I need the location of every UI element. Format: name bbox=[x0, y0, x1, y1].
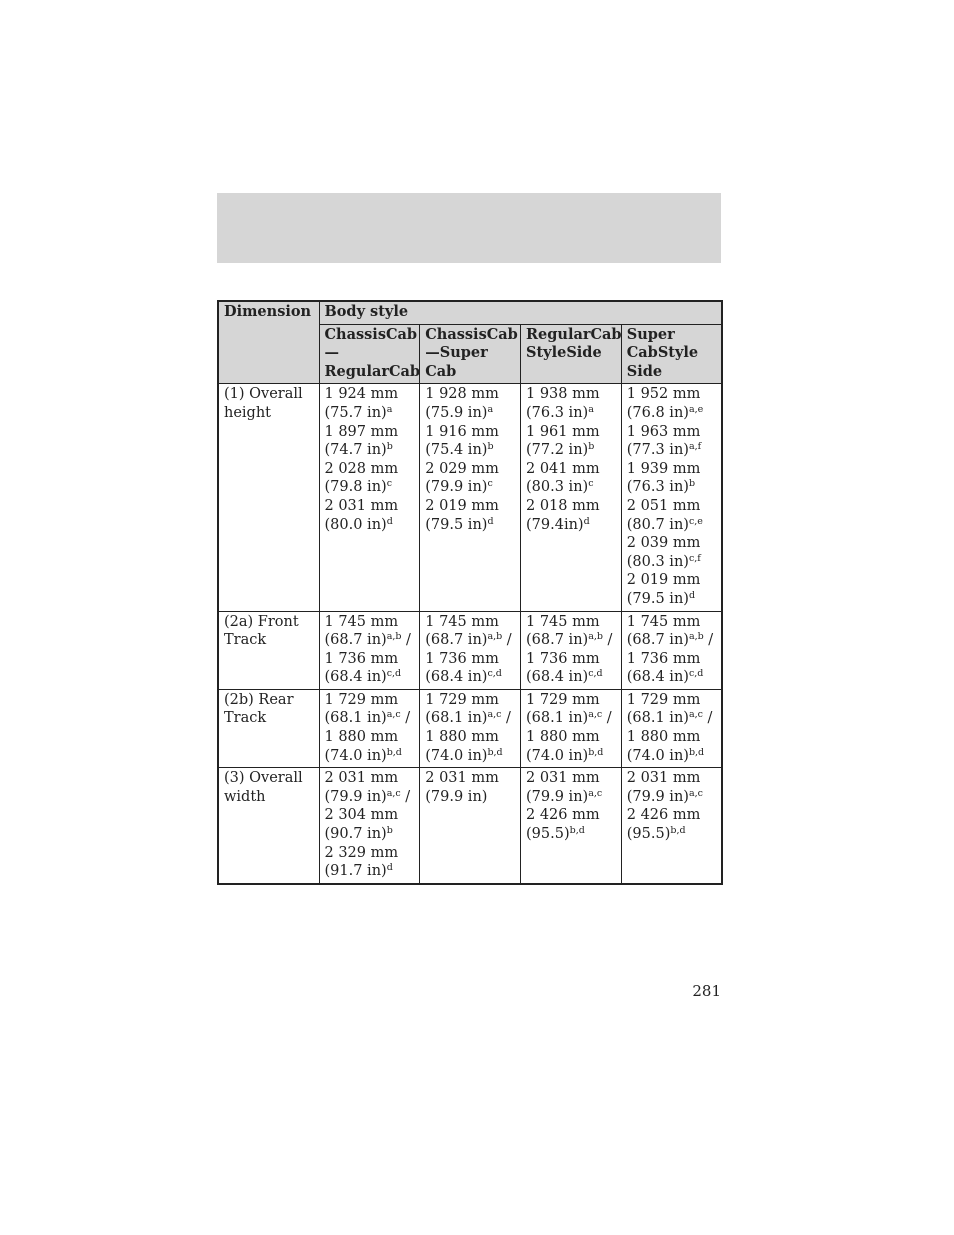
cell-value-line bbox=[627, 534, 716, 553]
cell-value-line bbox=[425, 668, 515, 687]
cell-value-line bbox=[425, 385, 515, 404]
value-text: (95.5) bbox=[626, 826, 671, 843]
value-separator: / bbox=[703, 632, 714, 649]
cell-value-line bbox=[325, 747, 415, 766]
cell-value-line bbox=[526, 404, 616, 423]
value-text: (77.3 in) bbox=[626, 442, 689, 459]
value-separator: / bbox=[400, 788, 411, 805]
footnote-marker: a,c bbox=[688, 709, 703, 721]
value-text: (68.4 in) bbox=[324, 669, 387, 686]
column-header-line: Side bbox=[566, 344, 602, 362]
value-text: 2 329 mm bbox=[324, 844, 399, 861]
row-label-line: Track bbox=[224, 710, 267, 727]
value-text: (79.9 in) bbox=[626, 788, 689, 805]
value-text: 1 880 mm bbox=[425, 729, 499, 746]
footnote-marker: c,e bbox=[688, 515, 703, 527]
value-text: 1 745 mm bbox=[425, 613, 499, 630]
value-text: (74.0 in) bbox=[626, 747, 689, 764]
value-text: 2 426 mm bbox=[626, 807, 701, 824]
cell-value-line bbox=[425, 460, 515, 479]
footnote-marker: a bbox=[588, 403, 594, 415]
value-text: (68.7 in) bbox=[324, 632, 387, 649]
footnote-marker: c,d bbox=[487, 668, 502, 680]
cell-value-line bbox=[325, 423, 415, 442]
column-header bbox=[521, 324, 622, 384]
value-text: 1 880 mm bbox=[324, 729, 399, 746]
footnote-marker: a bbox=[386, 403, 393, 415]
cell-value-line bbox=[325, 516, 415, 535]
value-text: 1 961 mm bbox=[526, 423, 600, 440]
column-header-line: Regular bbox=[324, 362, 389, 380]
cell-value-line bbox=[627, 516, 716, 535]
value-text: 1 880 mm bbox=[626, 729, 701, 746]
footnote-marker: d bbox=[487, 515, 494, 527]
value-text: (91.7 in) bbox=[324, 863, 387, 880]
table-cell bbox=[521, 689, 622, 767]
column-header-line: Cab — bbox=[425, 325, 518, 362]
value-text: (68.1 in) bbox=[324, 710, 387, 727]
value-text: 1 952 mm bbox=[626, 386, 701, 403]
value-text: 2 019 mm bbox=[626, 572, 701, 589]
cell-value-line bbox=[325, 478, 415, 497]
value-text: (68.7 in) bbox=[626, 632, 689, 649]
table-cell bbox=[319, 611, 420, 689]
value-text: 1 745 mm bbox=[626, 613, 701, 630]
table-head bbox=[218, 301, 722, 384]
footnote-marker: b bbox=[386, 825, 393, 837]
value-separator: / bbox=[702, 710, 713, 727]
value-text: 2 018 mm bbox=[526, 497, 600, 514]
footnote-marker: c,d bbox=[688, 668, 704, 680]
cell-value-line bbox=[425, 441, 515, 460]
value-text: 1 938 mm bbox=[526, 386, 600, 403]
value-text: (79.8 in) bbox=[324, 479, 387, 496]
cell-value-line bbox=[627, 553, 716, 572]
body-style-header: Body style bbox=[319, 301, 722, 324]
value-text: 1 736 mm bbox=[425, 650, 499, 667]
value-text: 2 028 mm bbox=[324, 460, 399, 477]
footnote-marker: b bbox=[588, 441, 595, 453]
footnote-marker: b,d bbox=[386, 746, 402, 758]
column-header bbox=[621, 324, 722, 384]
table-cell bbox=[621, 768, 722, 884]
table-cell bbox=[319, 768, 420, 884]
column-header-line: Cab bbox=[389, 362, 421, 380]
value-text: (80.0 in) bbox=[324, 516, 387, 533]
value-text: (79.5 in) bbox=[626, 590, 689, 607]
value-text: (75.4 in) bbox=[425, 442, 488, 459]
value-text: (77.2 in) bbox=[526, 442, 589, 459]
footnote-marker: d bbox=[583, 515, 590, 527]
footnote-marker: a,c bbox=[386, 787, 401, 799]
footnote-marker: a,c bbox=[386, 709, 401, 721]
cell-value-line bbox=[325, 385, 415, 404]
footnote-marker: a,b bbox=[487, 631, 503, 643]
value-text: 2 019 mm bbox=[425, 497, 499, 514]
footnote-marker: a bbox=[487, 403, 494, 415]
cell-value-line bbox=[627, 691, 716, 710]
table-cell bbox=[621, 689, 722, 767]
cell-value-line bbox=[627, 460, 716, 479]
footnote-marker: b bbox=[386, 441, 393, 453]
cell-value-line bbox=[325, 650, 415, 669]
cell-value-line bbox=[325, 668, 415, 687]
footnote-marker: b bbox=[688, 478, 696, 490]
footnote-marker: c,f bbox=[688, 552, 701, 564]
cell-value-line bbox=[425, 728, 515, 747]
row-label-line: width bbox=[224, 788, 266, 805]
value-text: 1 729 mm bbox=[626, 691, 701, 708]
cell-value-line bbox=[526, 497, 616, 516]
footnote-marker: d bbox=[688, 589, 696, 601]
cell-value-line bbox=[627, 441, 716, 460]
footnote-marker: b,d bbox=[688, 746, 705, 758]
table-body bbox=[218, 384, 722, 884]
value-text: (68.4 in) bbox=[526, 669, 589, 686]
value-text: 1 924 mm bbox=[324, 386, 399, 403]
cell-value-line bbox=[425, 769, 515, 788]
cell-value-line bbox=[526, 747, 616, 766]
column-header-line: Style Side bbox=[626, 344, 699, 380]
footnote-marker: b,d bbox=[569, 825, 585, 837]
value-separator: / bbox=[502, 632, 512, 649]
table-cell bbox=[521, 768, 622, 884]
value-text: 1 729 mm bbox=[425, 691, 499, 708]
footnote-marker: b,d bbox=[487, 746, 503, 758]
column-header bbox=[420, 324, 521, 384]
cell-value-line bbox=[627, 404, 716, 423]
value-text: (80.3 in) bbox=[526, 479, 589, 496]
cell-value-line bbox=[425, 650, 515, 669]
column-header-line: Cab Style bbox=[526, 325, 622, 362]
value-text: (74.0 in) bbox=[324, 747, 387, 764]
footnote-marker: a,f bbox=[688, 441, 702, 453]
dimension-header: Dimension bbox=[218, 301, 319, 384]
value-text: 1 897 mm bbox=[324, 423, 399, 440]
cell-value-line bbox=[627, 631, 716, 650]
value-text: (75.7 in) bbox=[324, 404, 387, 421]
value-text: (79.9 in) bbox=[425, 788, 488, 805]
table-cell bbox=[420, 611, 521, 689]
section-header-band bbox=[217, 193, 721, 263]
table-cell bbox=[319, 384, 420, 611]
footnote-marker: c bbox=[588, 478, 594, 490]
value-text: (80.3 in) bbox=[626, 553, 689, 570]
value-separator: / bbox=[401, 632, 411, 649]
table-cell bbox=[521, 611, 622, 689]
value-text: (75.9 in) bbox=[425, 404, 488, 421]
footnote-marker: b,d bbox=[588, 746, 604, 758]
value-text: (79.9 in) bbox=[526, 788, 589, 805]
cell-value-line bbox=[526, 460, 616, 479]
cell-value-line bbox=[325, 631, 415, 650]
value-text: 2 029 mm bbox=[425, 460, 499, 477]
cell-value-line bbox=[526, 478, 616, 497]
cell-value-line bbox=[325, 441, 415, 460]
value-text: (79.4in) bbox=[526, 516, 584, 533]
cell-value-line bbox=[526, 650, 616, 669]
cell-value-line bbox=[425, 709, 515, 728]
cell-value-line bbox=[526, 691, 616, 710]
cell-value-line bbox=[325, 844, 415, 863]
value-text: (80.7 in) bbox=[626, 516, 689, 533]
cell-value-line bbox=[425, 788, 515, 807]
cell-value-line bbox=[627, 613, 716, 632]
value-text: (68.1 in) bbox=[626, 710, 689, 727]
row-label-line: (2a) Front bbox=[224, 613, 299, 630]
value-text: (76.8 in) bbox=[626, 404, 689, 421]
column-header-line: Chassis bbox=[324, 325, 386, 343]
value-separator: / bbox=[602, 710, 612, 727]
column-header bbox=[319, 324, 420, 384]
value-separator: / bbox=[501, 710, 511, 727]
cell-value-line bbox=[425, 497, 515, 516]
column-header-line: Super Cab bbox=[626, 325, 675, 362]
footnote-marker: a,c bbox=[588, 787, 603, 799]
value-text: (79.9 in) bbox=[324, 788, 387, 805]
page-number: 281 bbox=[692, 982, 721, 1000]
cell-value-line bbox=[526, 769, 616, 788]
cell-value-line bbox=[425, 747, 515, 766]
row-label-line: (2b) Rear bbox=[224, 691, 294, 708]
header-row-top bbox=[218, 301, 722, 324]
cell-value-line bbox=[627, 806, 716, 825]
cell-value-line bbox=[627, 650, 716, 669]
value-text: 1 729 mm bbox=[526, 691, 600, 708]
value-text: 1 745 mm bbox=[324, 613, 399, 630]
cell-value-line bbox=[325, 825, 415, 844]
cell-value-line bbox=[325, 788, 415, 807]
cell-value-line bbox=[526, 441, 616, 460]
cell-value-line bbox=[627, 497, 716, 516]
cell-value-line bbox=[325, 404, 415, 423]
cell-value-line bbox=[325, 769, 415, 788]
row-label-line: Track bbox=[224, 632, 267, 649]
footnote-marker: a,c bbox=[487, 709, 502, 721]
footnote-marker: d bbox=[386, 862, 393, 874]
value-text: (68.7 in) bbox=[526, 632, 589, 649]
footnote-marker: a,e bbox=[688, 403, 704, 415]
cell-value-line bbox=[526, 825, 616, 844]
table-row bbox=[218, 611, 722, 689]
row-label bbox=[218, 689, 319, 767]
cell-value-line bbox=[627, 423, 716, 442]
cell-value-line bbox=[425, 613, 515, 632]
column-header-line: Super Cab bbox=[425, 344, 488, 380]
value-text: 1 880 mm bbox=[526, 729, 600, 746]
cell-value-line bbox=[526, 613, 616, 632]
footnote-marker: c bbox=[487, 478, 493, 490]
column-header-line: Cab — bbox=[324, 325, 418, 362]
cell-value-line bbox=[526, 668, 616, 687]
footnote-marker: c,d bbox=[386, 668, 402, 680]
table-cell bbox=[420, 768, 521, 884]
footnote-marker: c,d bbox=[588, 668, 603, 680]
cell-value-line bbox=[425, 516, 515, 535]
cell-value-line bbox=[627, 788, 716, 807]
cell-value-line bbox=[425, 478, 515, 497]
value-text: 1 963 mm bbox=[626, 423, 701, 440]
table-cell bbox=[521, 384, 622, 611]
footnote-marker: a,c bbox=[588, 709, 603, 721]
cell-value-line bbox=[627, 747, 716, 766]
value-separator: / bbox=[400, 710, 411, 727]
row-label-line: height bbox=[224, 404, 272, 421]
value-text: (74.0 in) bbox=[526, 747, 589, 764]
cell-value-line bbox=[627, 668, 716, 687]
cell-value-line bbox=[627, 478, 716, 497]
cell-value-line bbox=[425, 691, 515, 710]
row-label bbox=[218, 611, 319, 689]
value-text: (76.3 in) bbox=[526, 404, 589, 421]
cell-value-line bbox=[526, 516, 616, 535]
cell-value-line bbox=[526, 631, 616, 650]
cell-value-line bbox=[627, 769, 716, 788]
value-text: (95.5) bbox=[526, 826, 570, 843]
cell-value-line bbox=[627, 385, 716, 404]
table-cell bbox=[621, 384, 722, 611]
row-label-line: (3) Overall bbox=[224, 770, 303, 787]
footnote-marker: a,b bbox=[688, 631, 704, 643]
value-text: 2 051 mm bbox=[626, 497, 701, 514]
footnote-marker: a,b bbox=[588, 631, 603, 643]
value-text: 1 928 mm bbox=[425, 386, 499, 403]
value-text: (68.1 in) bbox=[526, 710, 589, 727]
cell-value-line bbox=[425, 423, 515, 442]
table-cell bbox=[621, 611, 722, 689]
value-text: (68.7 in) bbox=[425, 632, 488, 649]
value-text: (74.7 in) bbox=[324, 442, 387, 459]
column-header-line: Chassis bbox=[425, 325, 487, 343]
value-text: 1 729 mm bbox=[324, 691, 399, 708]
cell-value-line bbox=[325, 728, 415, 747]
table-row bbox=[218, 689, 722, 767]
value-text: 2 041 mm bbox=[526, 460, 600, 477]
cell-value-line bbox=[627, 728, 716, 747]
row-label bbox=[218, 384, 319, 611]
cell-value-line bbox=[627, 825, 716, 844]
value-text: (68.4 in) bbox=[626, 669, 689, 686]
footnote-marker: b bbox=[487, 441, 494, 453]
row-label-line: (1) Overall bbox=[224, 386, 303, 403]
table-row bbox=[218, 384, 722, 611]
footnote-marker: a,c bbox=[688, 787, 703, 799]
value-text: 1 939 mm bbox=[626, 460, 701, 477]
value-text: 2 031 mm bbox=[425, 770, 499, 787]
cell-value-line bbox=[526, 423, 616, 442]
cell-value-line bbox=[526, 709, 616, 728]
value-text: 1 736 mm bbox=[626, 650, 701, 667]
cell-value-line bbox=[425, 404, 515, 423]
footnote-marker: a,b bbox=[386, 631, 402, 643]
value-separator: / bbox=[602, 632, 613, 649]
value-text: (90.7 in) bbox=[324, 826, 387, 843]
dimensions-table bbox=[217, 300, 723, 885]
value-text: 2 426 mm bbox=[526, 807, 600, 824]
footnote-marker: c bbox=[386, 478, 393, 490]
table-cell bbox=[420, 384, 521, 611]
footnote-marker: d bbox=[386, 515, 393, 527]
value-text: 2 039 mm bbox=[626, 535, 701, 552]
table-row bbox=[218, 768, 722, 884]
cell-value-line bbox=[325, 460, 415, 479]
cell-value-line bbox=[325, 613, 415, 632]
cell-value-line bbox=[325, 497, 415, 516]
cell-value-line bbox=[526, 806, 616, 825]
value-text: 1 745 mm bbox=[526, 613, 600, 630]
table-cell bbox=[420, 689, 521, 767]
cell-value-line bbox=[526, 385, 616, 404]
row-label bbox=[218, 768, 319, 884]
column-header-line: Regular bbox=[526, 325, 591, 343]
value-text: 1 916 mm bbox=[425, 423, 499, 440]
value-text: 1 736 mm bbox=[324, 650, 399, 667]
value-text: 2 031 mm bbox=[324, 497, 399, 514]
cell-value-line bbox=[325, 691, 415, 710]
value-text: (68.4 in) bbox=[425, 669, 488, 686]
cell-value-line bbox=[325, 862, 415, 881]
value-text: (79.9 in) bbox=[425, 479, 488, 496]
value-text: (74.0 in) bbox=[425, 747, 488, 764]
cell-value-line bbox=[425, 631, 515, 650]
value-text: 2 031 mm bbox=[626, 770, 701, 787]
footnote-marker: b,d bbox=[670, 825, 686, 837]
value-text: (68.1 in) bbox=[425, 710, 488, 727]
table-cell bbox=[319, 689, 420, 767]
value-text: 2 304 mm bbox=[324, 807, 399, 824]
cell-value-line bbox=[627, 709, 716, 728]
value-text: (79.5 in) bbox=[425, 516, 488, 533]
cell-value-line bbox=[627, 571, 716, 590]
cell-value-line bbox=[325, 709, 415, 728]
value-text: 2 031 mm bbox=[526, 770, 600, 787]
cell-value-line bbox=[627, 590, 716, 609]
value-text: 2 031 mm bbox=[324, 770, 399, 787]
value-text: 1 736 mm bbox=[526, 650, 600, 667]
cell-value-line bbox=[526, 728, 616, 747]
cell-value-line bbox=[526, 788, 616, 807]
value-text: (76.3 in) bbox=[626, 479, 689, 496]
cell-value-line bbox=[325, 806, 415, 825]
